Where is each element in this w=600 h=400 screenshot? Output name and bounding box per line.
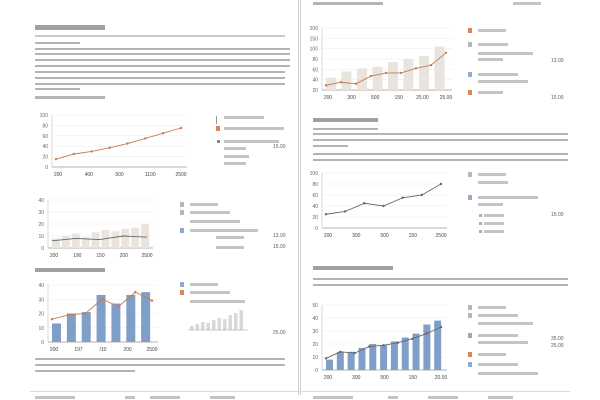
bar — [62, 236, 70, 248]
legend-swatch — [180, 210, 184, 215]
legend-line — [478, 334, 518, 337]
bar — [97, 295, 106, 342]
right-page — [308, 0, 576, 400]
y-tick-label: 20 — [42, 154, 48, 161]
y-tick-label: 0 — [45, 165, 48, 171]
mini-bar — [207, 323, 211, 330]
legend-swatch — [216, 116, 219, 124]
legend-swatch — [468, 333, 472, 338]
header-line — [513, 2, 541, 5]
legend-line — [190, 291, 230, 294]
footer-line — [150, 396, 180, 399]
y-tick-label: 30 — [38, 297, 44, 304]
legend-line — [478, 58, 503, 61]
data-line-point — [382, 344, 384, 346]
data-line-point — [67, 314, 69, 316]
y-tick-label: 0 — [315, 226, 318, 232]
legend-line — [190, 229, 258, 232]
bar — [413, 334, 420, 370]
x-tick-label: 200 — [49, 253, 59, 259]
footer-line — [35, 396, 75, 399]
data-line-point — [382, 205, 384, 207]
mini-bar — [201, 322, 205, 330]
bar — [111, 231, 119, 248]
x-tick-label: 150 — [408, 375, 417, 381]
legend-swatch — [180, 228, 184, 233]
legend-swatch — [468, 90, 472, 95]
data-line-point — [344, 210, 346, 212]
legend-swatch — [468, 362, 472, 367]
legend-dot — [479, 222, 482, 225]
line-chart-1 — [30, 110, 200, 190]
y-tick-label: 40 — [312, 77, 318, 84]
mini-bar — [190, 326, 194, 330]
bar — [92, 232, 100, 248]
bar — [348, 352, 355, 370]
bar — [326, 360, 333, 370]
legend-swatch — [468, 28, 472, 33]
legend-value: 15.00 — [273, 244, 286, 250]
text-line — [35, 71, 285, 73]
text-line — [35, 35, 285, 37]
legend-swatch — [180, 202, 184, 207]
data-line-point — [144, 137, 146, 139]
x-tick-label: 500 — [371, 95, 380, 101]
footer-line — [125, 396, 135, 399]
bar — [388, 62, 398, 90]
data-line-point — [134, 291, 136, 293]
legend-line — [190, 220, 240, 223]
legend-line — [478, 203, 503, 206]
legend-line — [478, 196, 538, 199]
data-line-point — [421, 194, 423, 196]
legend-line — [478, 29, 506, 32]
data-line-point — [368, 345, 370, 347]
legend-swatch — [468, 313, 472, 318]
legend-line — [478, 353, 506, 356]
footer-line — [488, 396, 513, 399]
y-tick-label: 50 — [312, 303, 318, 309]
bar — [373, 67, 383, 90]
data-line-point — [339, 351, 341, 353]
data-line-point — [126, 142, 128, 144]
legend-line — [190, 211, 230, 214]
y-tick-label: 40 — [38, 283, 44, 289]
legend-value: 15.00 — [551, 212, 564, 218]
text-line — [35, 42, 80, 44]
data-line-point — [180, 127, 182, 129]
legend-swatch — [468, 72, 472, 77]
text-line — [313, 153, 568, 155]
combo-chart-1 — [308, 25, 458, 110]
y-tick-label: 10 — [312, 355, 318, 361]
y-tick-label: 10 — [38, 325, 44, 332]
bar — [434, 321, 441, 370]
text-line — [35, 53, 290, 55]
y-tick-label: 60 — [312, 193, 318, 199]
data-line-point — [425, 332, 427, 334]
mini-bar — [229, 315, 233, 330]
legend-line — [224, 147, 246, 150]
data-line-point — [84, 312, 86, 314]
bar — [131, 228, 139, 248]
legend-line — [478, 43, 508, 46]
mini-bar — [196, 324, 200, 330]
legend-swatch — [468, 352, 472, 357]
heading-bar — [35, 268, 105, 272]
y-tick-label: 10 — [38, 234, 44, 240]
legend-swatch — [468, 42, 472, 47]
data-line-point — [340, 81, 342, 83]
y-tick-label: 60 — [312, 67, 318, 74]
bar — [342, 71, 352, 90]
data-line-point — [91, 150, 93, 152]
x-tick-label: 200 — [53, 172, 63, 178]
x-tick-label: 300 — [352, 233, 361, 239]
y-tick-label: 60 — [42, 133, 48, 140]
mini-bar — [234, 313, 238, 330]
data-line-point — [51, 318, 53, 320]
y-tick-label: 200 — [309, 26, 318, 32]
heading-bar — [313, 2, 383, 5]
bar — [380, 345, 387, 370]
mini-bar-chart — [188, 302, 248, 332]
bar — [67, 314, 76, 343]
mini-bar — [240, 310, 244, 330]
legend-line — [224, 116, 264, 119]
bar — [121, 229, 129, 248]
bar — [391, 341, 398, 370]
x-tick-label: 500 — [380, 233, 389, 239]
bar — [423, 325, 430, 371]
legend-line — [478, 306, 506, 309]
legend-line — [478, 341, 528, 344]
legend-value: 35.00 — [551, 336, 564, 342]
bar-chart-3 — [30, 280, 200, 355]
x-tick-label: 150 — [96, 253, 105, 259]
y-tick-label: 20 — [312, 342, 318, 348]
text-line — [35, 83, 285, 85]
x-tick-label: 2500 — [141, 253, 153, 259]
data-line — [326, 184, 441, 214]
y-tick-label: 40 — [38, 198, 44, 204]
data-line-point — [151, 299, 153, 301]
bar — [369, 344, 376, 370]
data-line-point — [363, 202, 365, 204]
x-tick-label: 500 — [380, 375, 389, 381]
mini-bar — [218, 318, 222, 330]
y-tick-label: 40 — [42, 144, 48, 151]
bar — [141, 224, 149, 248]
footer-line — [388, 396, 398, 399]
data-line-point — [401, 197, 403, 199]
text-line — [35, 77, 285, 79]
legend-dot — [479, 230, 482, 233]
y-tick-label: 40 — [312, 316, 318, 322]
text-line — [35, 358, 285, 360]
legend-line — [190, 283, 218, 286]
heading-bar — [313, 266, 393, 270]
bar — [82, 312, 91, 342]
bar — [72, 234, 80, 248]
data-line-point — [445, 52, 447, 54]
legend-value: 15.00 — [273, 144, 286, 150]
data-line-point — [55, 158, 57, 160]
x-tick-label: 25.00 — [439, 95, 453, 101]
data-line-point — [440, 183, 442, 185]
legend-line — [478, 314, 518, 317]
line-chart-2 — [308, 168, 458, 248]
legend-swatch — [468, 172, 472, 177]
page-divider-right — [300, 0, 301, 395]
data-line-point — [108, 147, 110, 149]
legend-value: 25.00 — [273, 330, 286, 336]
y-tick-label: 150 — [309, 36, 318, 43]
legend-line — [224, 155, 249, 158]
combo-chart-2 — [308, 300, 458, 385]
legend-value: 13.00 — [273, 233, 286, 239]
x-tick-label: 2500 — [435, 233, 447, 239]
data-line-point — [411, 338, 413, 340]
legend-line — [216, 236, 244, 239]
bar — [435, 47, 445, 90]
heading-bar — [313, 118, 378, 122]
bar — [404, 59, 414, 90]
x-tick-label: 300 — [347, 95, 356, 101]
y-tick-label: 0 — [41, 246, 44, 252]
bar — [52, 323, 61, 342]
legend-line — [478, 173, 506, 176]
legend-line — [478, 372, 538, 375]
mini-bar — [212, 320, 216, 330]
heading-bar — [35, 96, 105, 99]
data-line-point — [325, 357, 327, 359]
y-tick-label: 100 — [309, 171, 318, 177]
legend-line — [478, 73, 518, 76]
legend-swatch — [468, 195, 472, 200]
y-tick-label: 100 — [39, 113, 48, 119]
x-tick-label: 150 — [394, 95, 403, 101]
legend-swatch — [180, 290, 184, 295]
data-line-point — [415, 67, 417, 69]
legend-line — [478, 181, 508, 184]
text-line — [35, 65, 290, 67]
data-line-point — [370, 75, 372, 77]
legend-dot — [479, 214, 482, 217]
mini-bar — [223, 319, 227, 330]
y-tick-label: 40 — [312, 204, 318, 210]
text-line — [35, 48, 290, 50]
bar — [141, 292, 150, 342]
legend-line — [478, 52, 533, 55]
x-tick-label: 150 — [408, 233, 417, 239]
legend-line — [216, 246, 244, 249]
legend-swatch — [216, 126, 220, 131]
x-tick-label: 20.00 — [434, 375, 448, 381]
legend-line — [224, 140, 279, 143]
y-tick-label: 80 — [312, 182, 318, 188]
text-line — [313, 133, 568, 135]
heading-bar — [35, 25, 105, 30]
legend-swatch — [468, 305, 472, 310]
text-line — [313, 159, 568, 161]
x-tick-label: 400 — [84, 172, 93, 178]
data-line-point — [325, 84, 327, 86]
legend-line — [484, 230, 504, 233]
footer-line — [313, 396, 353, 399]
page-divider-left — [298, 0, 299, 395]
bar — [111, 304, 120, 342]
text-line — [35, 364, 285, 366]
data-line-point — [430, 64, 432, 66]
x-tick-label: 190 — [73, 253, 82, 259]
x-tick-label: 200 — [323, 95, 333, 101]
y-tick-label: 30 — [312, 329, 318, 335]
data-line-point — [400, 72, 402, 74]
data-line-point — [117, 305, 119, 307]
y-tick-label: 20 — [312, 88, 318, 94]
x-tick-label: 25.00 — [416, 95, 429, 101]
legend-line — [478, 363, 518, 366]
bar — [402, 338, 409, 371]
data-line-point — [73, 153, 75, 155]
text-line — [35, 88, 80, 90]
legend-dot — [217, 140, 220, 143]
footer-line — [428, 396, 458, 399]
x-tick-label: 200 — [49, 347, 59, 353]
y-tick-label: 80 — [312, 57, 318, 63]
text-line — [313, 284, 568, 286]
legend-line — [478, 80, 528, 83]
data-line-point — [354, 352, 356, 354]
y-tick-label: 100 — [309, 46, 318, 53]
legend-value: 25.00 — [551, 343, 564, 349]
text-line — [35, 59, 290, 61]
x-tick-label: 2500 — [146, 347, 158, 353]
footer-line — [210, 396, 235, 399]
legend-line — [224, 162, 246, 165]
x-tick-label: 500 — [115, 172, 124, 178]
y-tick-label: 0 — [315, 368, 318, 374]
text-line — [313, 145, 348, 147]
legend-line — [478, 322, 533, 325]
legend-line — [484, 214, 504, 217]
text-line — [313, 278, 568, 280]
x-tick-label: 200 — [323, 233, 333, 239]
text-line — [313, 128, 378, 130]
legend-value: 13.00 — [551, 58, 564, 64]
bar — [126, 295, 135, 342]
data-line-point — [101, 298, 103, 300]
data-line-point — [397, 342, 399, 344]
x-tick-label: 200 — [123, 347, 132, 353]
data-line-point — [325, 213, 327, 215]
x-tick-label: 200 — [323, 375, 333, 381]
x-tick-label: 200 — [119, 253, 128, 259]
bar-chart-2 — [30, 195, 200, 265]
x-tick-label: 2500 — [175, 172, 187, 178]
y-tick-label: 0 — [41, 340, 44, 346]
x-tick-label: 300 — [352, 375, 361, 381]
bar — [419, 56, 429, 90]
x-tick-label: /10 — [99, 347, 107, 353]
legend-swatch — [180, 282, 184, 287]
legend-value: 15.00 — [551, 95, 564, 101]
y-tick-label: 20 — [38, 311, 44, 318]
x-tick-label: 197 — [74, 347, 83, 353]
text-line — [35, 370, 135, 372]
y-tick-label: 30 — [38, 210, 44, 216]
x-tick-label: 1100 — [144, 172, 156, 178]
legend-line — [190, 203, 218, 206]
data-line-point — [355, 83, 357, 85]
text-line — [313, 139, 568, 141]
left-page — [30, 0, 298, 400]
bar — [337, 352, 344, 370]
legend-line — [478, 91, 503, 94]
data-line-point — [385, 72, 387, 74]
legend-line — [224, 127, 284, 130]
legend-line — [484, 222, 504, 225]
data-line-point — [162, 132, 164, 134]
y-tick-label: 20 — [312, 215, 318, 221]
y-tick-label: 20 — [38, 222, 44, 228]
data-line-point — [440, 326, 442, 328]
y-tick-label: 80 — [42, 123, 48, 130]
